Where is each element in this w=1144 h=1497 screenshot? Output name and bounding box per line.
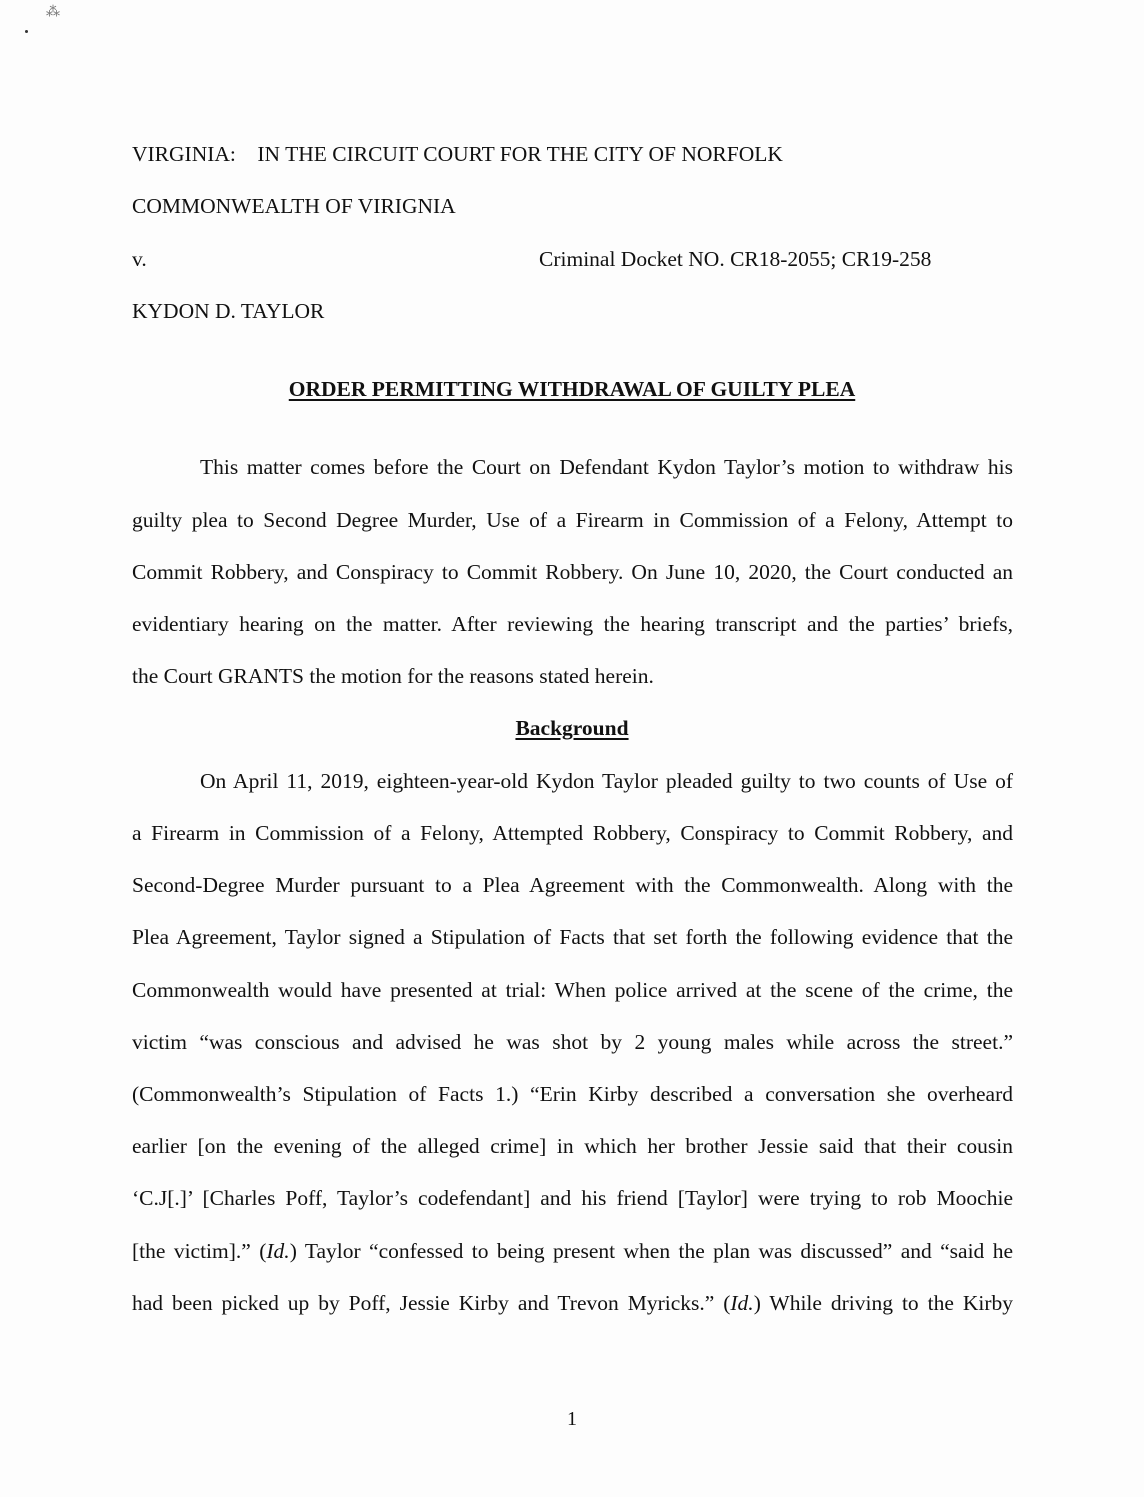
scan-artifact-mark: ⁂ [46, 5, 60, 20]
docket-number: Criminal Docket NO. CR18-2055; CR19-258 [539, 247, 932, 271]
intro-line-5: the Court GRANTS the motion for the reasons stated herein. [132, 664, 654, 688]
intro-line-3: Commit Robbery, and Conspiracy to Commit Robbery. On June 10, 2020, the Court conducted an [132, 560, 1013, 584]
background-heading: Background [515, 716, 629, 740]
intro-line-4: evidentiary hearing on the matter. After reviewing the hearing transcript and the parties’ briefs, [132, 612, 1013, 636]
defendant-name: KYDON D. TAYLOR [132, 299, 325, 323]
background-line-8: earlier [on the evening of the alleged crime] in which her brother Jessie said that their cousin [132, 1134, 1013, 1158]
id-citation: Id. [730, 1291, 754, 1315]
background-line-11: had been picked up by Poff, Jessie Kirby and Trevon Myricks.” (Id.) While driving to the Kirby [132, 1291, 1013, 1315]
versus-label: v. [132, 247, 147, 271]
background-line-4: Plea Agreement, Taylor signed a Stipulation of Facts that set forth the following evidence that the [132, 925, 1013, 949]
background-line-2: a Firearm in Commission of a Felony, Attempted Robbery, Conspiracy to Commit Robbery, and [132, 821, 1013, 845]
background-line-7: (Commonwealth’s Stipulation of Facts 1.) “Erin Kirby described a conversation she overheard [132, 1082, 1013, 1106]
background-line-1: On April 11, 2019, eighteen-year-old Kydon Taylor pleaded guilty to two counts of Use of [200, 769, 1013, 793]
plaintiff-name: COMMONWEALTH OF VIRIGNIA [132, 194, 456, 218]
background-line-9: ‘C.J[.]’ [Charles Poff, Taylor’s codefendant] and his friend [Taylor] were trying to rob Moochie [132, 1186, 1013, 1210]
order-title: ORDER PERMITTING WITHDRAWAL OF GUILTY PLEA [288, 377, 856, 401]
court-line: VIRGINIA: IN THE CIRCUIT COURT FOR THE CITY OF NORFOLK [132, 142, 783, 166]
intro-line-1: This matter comes before the Court on Defendant Kydon Taylor’s motion to withdraw his [200, 455, 1013, 479]
background-line-6: victim “was conscious and advised he was shot by 2 young males while across the street.” [132, 1030, 1013, 1054]
id-citation: Id. [266, 1239, 290, 1263]
background-line-5: Commonwealth would have presented at trial: When police arrived at the scene of the crime, the [132, 978, 1013, 1002]
scan-artifact-dot [25, 30, 28, 33]
intro-line-2: guilty plea to Second Degree Murder, Use of a Firearm in Commission of a Felony, Attempt to [132, 508, 1013, 532]
background-line-3: Second-Degree Murder pursuant to a Plea Agreement with the Commonwealth. Along with the [132, 873, 1013, 897]
background-line-10: [the victim].” (Id.) Taylor “confessed to being present when the plan was discussed” and “said he [132, 1239, 1013, 1263]
page-number: 1 [567, 1408, 577, 1430]
